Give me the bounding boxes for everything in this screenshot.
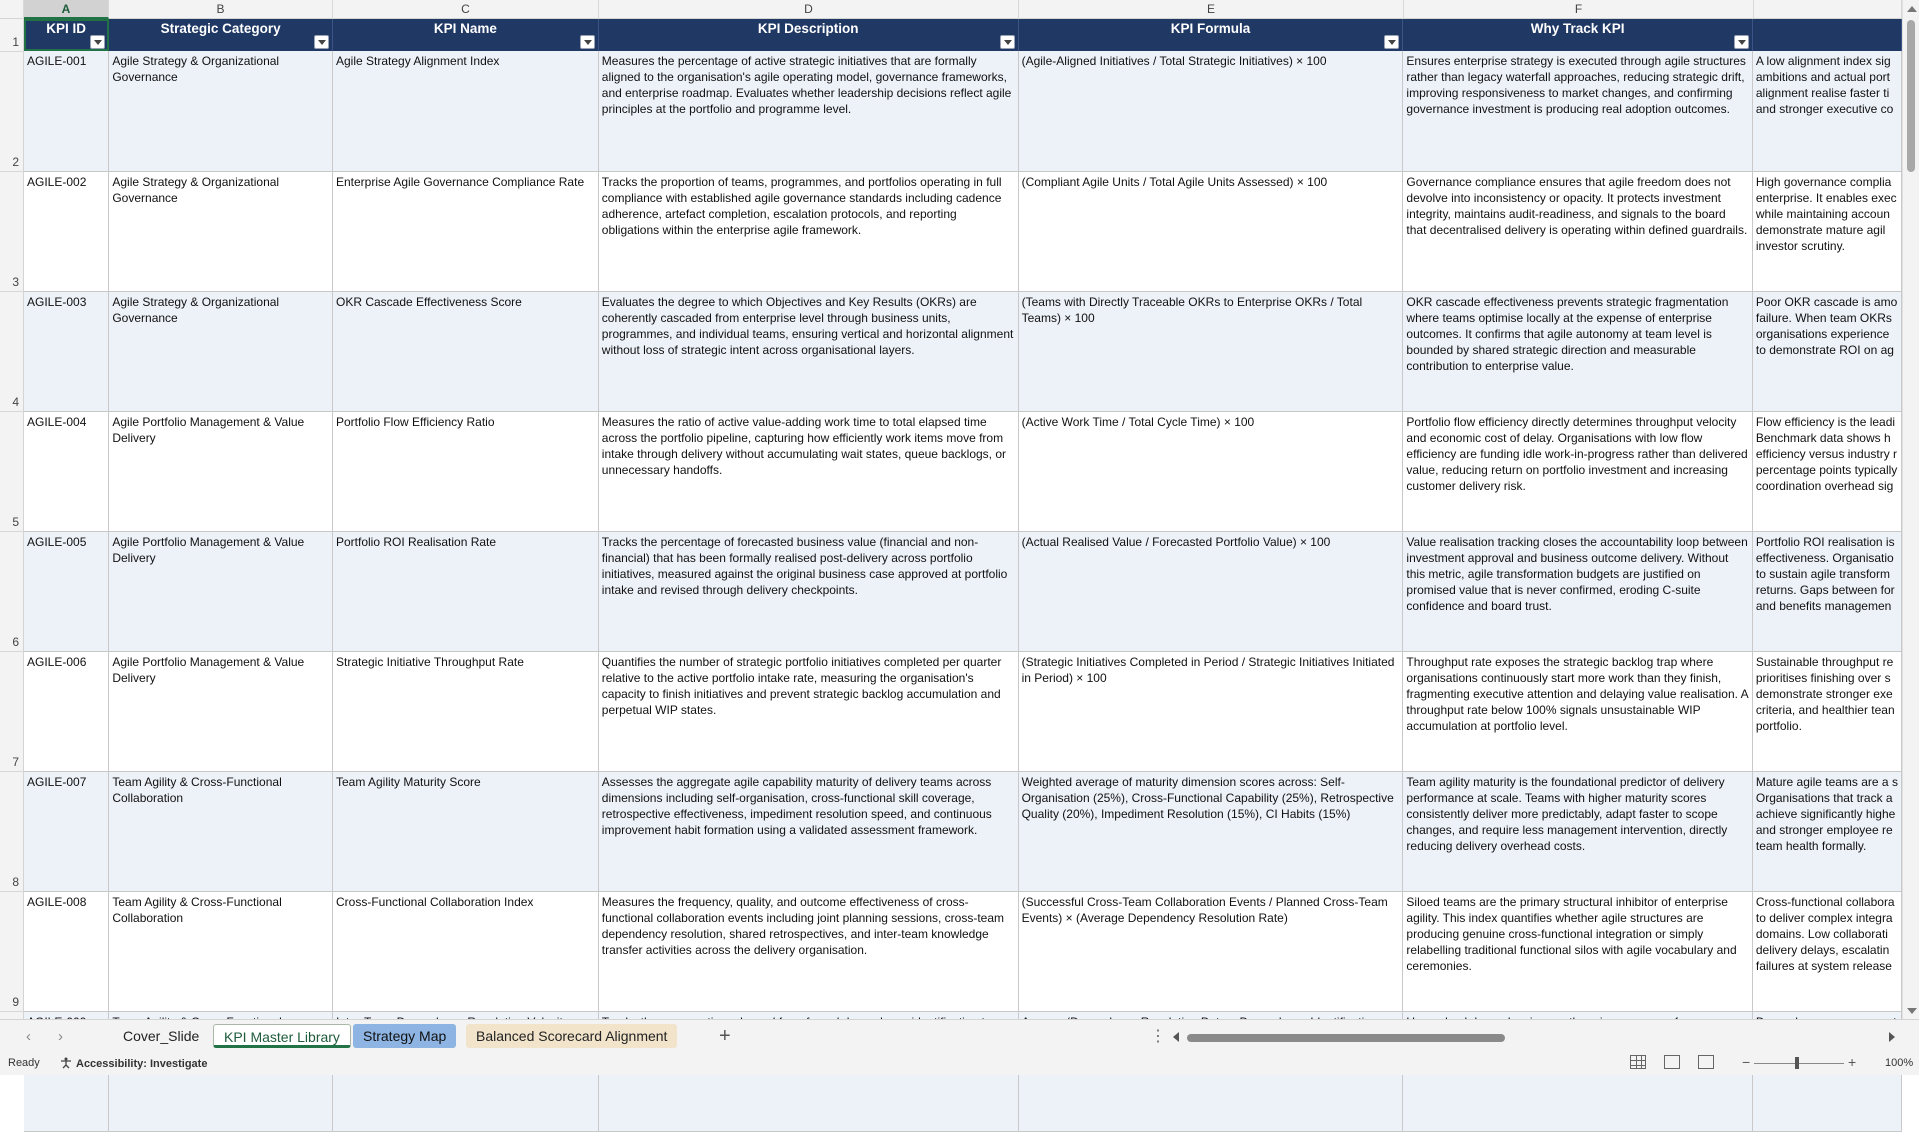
zoom-knob[interactable] [1795,1057,1799,1069]
cell-kpi-formula[interactable]: (Actual Realised Value / Forecasted Portfolio Value) × 100 [1018,531,1403,651]
tab-prev-icon[interactable]: ‹ [26,1028,31,1045]
cell-kpi-formula[interactable]: (Teams with Directly Traceable OKRs to Enterprise OKRs / Total Teams) × 100 [1018,291,1403,411]
row-header[interactable]: 3 [0,172,23,292]
cell-kpi-name[interactable]: Cross-Functional Collaboration Index [332,891,598,1011]
cell-kpi-id[interactable]: AGILE-007 [24,771,109,891]
cell-kpi-formula[interactable]: Weighted average of maturity dimension scores across: Self-Organisation (25%), Cross-Functional Capability (25%), Retrospective Quality (20%), Impediment Resolution (15%), CI Habits (15%) [1018,771,1403,891]
cell-kpi-name[interactable]: Team Agility Maturity Score [332,771,598,891]
zoom-level[interactable]: 100% [1885,1057,1914,1069]
cell-kpi-description[interactable]: Measures the percentage of active strategic initiatives that are formally aligned to the organisation's agile operating model, governance frameworks, and enterprise roadmap. Evaluates whether leadership decisions reflect agile principles at the portfolio and programme level. [598,51,1018,171]
cell-strategic-category[interactable]: Team Agility & Cross-Functional Collaboration [109,771,333,891]
cell-kpi-formula[interactable]: (Successful Cross-Team Collaboration Events / Planned Cross-Team Events) × (Average Dependency Resolution Rate) [1018,891,1403,1011]
table-row [24,51,1902,171]
row-header[interactable]: 9 [0,892,23,1012]
cell-strategic-category[interactable]: Agile Portfolio Management & Value Delivery [109,411,333,531]
filter-dropdown-icon[interactable] [1000,35,1015,49]
cell-kpi-id[interactable]: AGILE-006 [24,651,109,771]
accessibility-status[interactable]: Accessibility: Investigate [60,1057,207,1070]
select-all-corner[interactable] [0,0,24,19]
table-row [24,771,1902,891]
worksheet-grid [24,19,1902,1019]
cell-kpi-description[interactable]: Assesses the aggregate agile capability maturity of delivery teams across dimensions including self-organisation, cross-functional skill coverage, retrospective effectiveness, impediment resolution speed, and continuous improvement habit formation using a validated assessment framework. [598,771,1018,891]
cell-kpi-description[interactable]: Measures the frequency, quality, and outcome effectiveness of cross-functional collaboration events including joint planning sessions, cross-team dependency resolution, shared retrospectives, and inter-team knowledge transfer activities across the delivery organisation. [598,891,1018,1011]
cell-kpi-description[interactable]: Quantifies the number of strategic portfolio initiatives completed per quarter relative to the active portfolio intake rate, measuring the organisation's capacity to finish initiatives and prevent strategic backlog accumulation and perpetual WIP states. [598,651,1018,771]
cell-next-column[interactable]: A low alignment index sig ambitions and actual port alignment realise faster ti and stronger executive co [1752,51,1901,171]
cell-why-track-kpi[interactable]: Ensures enterprise strategy is executed through agile structures rather than legacy waterfall approaches, reducing strategic drift, improving responsiveness to market changes, and confirming governance investment is producing real adoption outcomes. [1403,51,1752,171]
cell-kpi-formula[interactable]: (Strategic Initiatives Completed in Period / Strategic Initiatives Initiated in Period) × 100 [1018,651,1403,771]
cell-kpi-name[interactable]: Agile Strategy Alignment Index [332,51,598,171]
cell-strategic-category[interactable]: Agile Strategy & Organizational Governance [109,291,333,411]
cell-next-column[interactable]: Flow efficiency is the leadi Benchmark data shows h efficiency versus industry r percentage points typically coordination overhead sig [1752,411,1901,531]
filter-dropdown-icon[interactable] [90,35,105,49]
cell-next-column[interactable]: Sustainable throughput re prioritises finishing over s demonstrate stronger exe criteria, and healthier tean portfolio. [1752,651,1901,771]
cell-kpi-formula[interactable]: (Agile-Aligned Initiatives / Total Strategic Initiatives) × 100 [1018,51,1403,171]
filter-dropdown-icon[interactable] [580,35,595,49]
add-sheet-icon[interactable]: + [719,1025,731,1047]
cell-strategic-category[interactable]: Agile Portfolio Management & Value Delivery [109,651,333,771]
cell-kpi-id[interactable]: AGILE-005 [24,531,109,651]
sheet-tab-bar [0,1019,1919,1052]
cell-kpi-description[interactable]: Tracks the percentage of forecasted business value (financial and non-financial) that has been formally realised post-delivery across portfolio initiatives, measured against the original business case approved at portfolio intake and revised through delivery checkpoints. [598,531,1018,651]
row-header[interactable]: 6 [0,532,23,652]
cell-kpi-formula[interactable]: (Active Work Time / Total Cycle Time) × 100 [1018,411,1403,531]
cell-why-track-kpi[interactable]: OKR cascade effectiveness prevents strategic fragmentation where teams optimise locally at the expense of enterprise outcomes. It confirms that agile autonomy at team level is bounded by shared strategic direction and measurable contribution to enterprise value. [1403,291,1752,411]
cell-next-column[interactable]: High governance complia enterprise. It enables exec while maintaining accoun demonstrate mature agil investor scrutiny. [1752,171,1901,291]
header-cell-kpi-formula[interactable]: KPI Formula [1018,19,1403,51]
cell-kpi-id[interactable]: AGILE-002 [24,171,109,291]
horizontal-scroll-track [1185,1034,1881,1040]
filter-dropdown-icon[interactable] [314,35,329,49]
header-cell-strategic-category[interactable]: Strategic Category [109,19,333,51]
column-header-b[interactable]: B [109,0,333,19]
zoom-out-icon[interactable]: − [1742,1054,1751,1070]
header-cell-kpi-name[interactable]: KPI Name [332,19,598,51]
status-ready: Ready [8,1057,40,1069]
cell-strategic-category[interactable]: Agile Strategy & Organizational Governance [109,171,333,291]
zoom-in-icon[interactable]: + [1848,1054,1857,1070]
status-bar [0,1052,1919,1075]
table-row [24,171,1902,291]
cell-kpi-name[interactable]: Portfolio Flow Efficiency Ratio [332,411,598,531]
cell-why-track-kpi[interactable]: Throughput rate exposes the strategic backlog trap where organisations continuously start more work than they finish, fragmenting executive attention and delaying value realisation. A throughput rate below 100% signals unsustainable WIP accumulation at portfolio level. [1403,651,1752,771]
row-number-gutter [0,19,24,1019]
cell-strategic-category[interactable]: Agile Portfolio Management & Value Delivery [109,531,333,651]
table-row [24,531,1902,651]
cell-kpi-name[interactable]: OKR Cascade Effectiveness Score [332,291,598,411]
cell-why-track-kpi[interactable]: Value realisation tracking closes the accountability loop between investment approval and business outcome delivery. Without this metric, agile transformation budgets are justified on promised value that is never confirmed, eroding C-suite confidence and board trust. [1403,531,1752,651]
column-header-g[interactable] [1754,0,1902,19]
column-header-d[interactable]: D [599,0,1019,19]
cell-kpi-id[interactable]: AGILE-003 [24,291,109,411]
cell-kpi-id[interactable]: AGILE-004 [24,411,109,531]
filter-dropdown-icon[interactable] [1384,35,1399,49]
cell-why-track-kpi[interactable]: Team agility maturity is the foundational predictor of delivery performance at scale. Teams with higher maturity scores consistently deliver more predictably, adapt faster to scope changes, and require less management intervention, directly reducing delivery overhead costs. [1403,771,1752,891]
cell-strategic-category[interactable]: Agile Strategy & Organizational Governance [109,51,333,171]
cell-kpi-id[interactable]: AGILE-001 [24,51,109,171]
cell-kpi-name[interactable]: Portfolio ROI Realisation Rate [332,531,598,651]
cell-kpi-description[interactable]: Tracks the proportion of teams, programmes, and portfolios operating in full compliance with established agile governance standards including cadence adherence, artefact completion, escalation protocols, and reporting obligations within the enterprise agile framework. [598,171,1018,291]
sheet-tab-cover-slide[interactable]: Cover_Slide [123,1028,200,1044]
scroll-left-arrow-icon[interactable] [1173,1032,1179,1042]
table-row [24,651,1902,771]
row-header[interactable]: 2 [0,52,23,172]
cell-next-column[interactable]: Poor OKR cascade is amo failure. When team OKRs organisations experience to demonstrate ROI on ag [1752,291,1901,411]
kpi-table [24,19,1902,1132]
table-row [24,291,1902,411]
cell-why-track-kpi[interactable]: Governance compliance ensures that agile freedom does not devolve into inconsistency or opacity. It protects investment integrity, maintains audit-readiness, and signals to the board that decentralised delivery is operating within defined guardrails. [1403,171,1752,291]
cell-strategic-category[interactable]: Team Agility & Cross-Functional Collaboration [109,891,333,1011]
sheet-tab-kpi-master-library[interactable]: KPI Master Library [213,1024,351,1048]
column-header-e[interactable]: E [1019,0,1404,19]
row-header[interactable]: 4 [0,292,23,412]
vertical-scroll-thumb[interactable] [1907,20,1915,172]
view-switcher [1630,1055,1732,1072]
header-cell-kpi-description[interactable]: KPI Description [598,19,1018,51]
cell-next-column[interactable]: Cross-functional collabora to deliver complex integra domains. Low collaborati delivery delays, escalatin failures at system release [1752,891,1901,1011]
sheet-tab-balanced-scorecard-alignment[interactable]: Balanced Scorecard Alignment [466,1024,677,1048]
accessibility-icon [60,1057,72,1069]
cell-why-track-kpi[interactable]: Portfolio flow efficiency directly determines throughput velocity and economic cost of delay. Organisations with low flow efficiency are funding idle work-in-progress rather than delivered value, reducing return on portfolio investment and increasing customer delivery risk. [1403,411,1752,531]
more-options-icon[interactable]: ⋮ [1150,1028,1166,1045]
column-header-f[interactable]: F [1404,0,1754,19]
filter-dropdown-icon[interactable] [1734,35,1749,49]
normal-view-icon[interactable] [1630,1055,1646,1069]
cell-why-track-kpi[interactable]: Siloed teams are the primary structural inhibitor of enterprise agility. This index quantifies whether agile structures are producing genuine cross-functional integration or simply relabelling traditional functional silos with agile vocabulary and ceremonies. [1403,891,1752,1011]
cell-next-column[interactable]: Mature agile teams are a s Organisations that track a achieve significantly highe and stronger employee re team health formally. [1752,771,1901,891]
cell-kpi-description[interactable]: Measures the ratio of active value-adding work time to total elapsed time across the portfolio pipeline, capturing how efficiently work items move from intake through delivery without accumulating wait states, queue backlogs, or unnecessary handoffs. [598,411,1018,531]
zoom-track [1754,1063,1844,1064]
horizontal-scrollbar[interactable] [1173,1029,1895,1044]
cell-kpi-id[interactable]: AGILE-008 [24,891,109,1011]
cell-next-column[interactable]: Portfolio ROI realisation is effectiveness. Organisatio to sustain agile transform returns. Gaps between for and benefits managemen [1752,531,1901,651]
header-cell-why-track-kpi[interactable]: Why Track KPI [1403,19,1752,51]
table-row [24,411,1902,531]
table-header-row [24,19,1902,51]
scroll-down-arrow-icon[interactable] [1907,1008,1917,1014]
row-header[interactable]: 5 [0,412,23,532]
scroll-right-arrow-icon[interactable] [1889,1032,1895,1042]
horizontal-scroll-thumb[interactable] [1187,1034,1505,1042]
cell-kpi-description[interactable]: Evaluates the degree to which Objectives and Key Results (OKRs) are coherently cascaded from enterprise level through business units, programmes, and individual teams, ensuring vertical and horizontal alignment without loss of strategic intent across organisational layers. [598,291,1018,411]
column-header-c[interactable]: C [333,0,599,19]
table-row [24,891,1902,1011]
tab-next-icon[interactable]: › [58,1028,63,1045]
sheet-tab-strategy-map[interactable]: Strategy Map [353,1024,456,1048]
scroll-up-arrow-icon[interactable] [1907,6,1917,12]
cell-kpi-name[interactable]: Enterprise Agile Governance Compliance Rate [332,171,598,291]
row-header[interactable]: 1 [0,19,23,52]
column-header-a[interactable]: A [24,0,109,19]
column-letter-header [0,0,1919,19]
cell-kpi-formula[interactable]: (Compliant Agile Units / Total Agile Units Assessed) × 100 [1018,171,1403,291]
vertical-scrollbar[interactable] [1902,0,1919,1020]
row-header[interactable]: 8 [0,772,23,892]
header-cell-next[interactable] [1752,19,1901,51]
page-break-view-icon[interactable] [1698,1055,1714,1069]
page-layout-view-icon[interactable] [1664,1055,1680,1069]
header-cell-kpi-id[interactable]: KPI ID [24,19,109,51]
cell-kpi-name[interactable]: Strategic Initiative Throughput Rate [332,651,598,771]
row-header[interactable]: 7 [0,652,23,772]
